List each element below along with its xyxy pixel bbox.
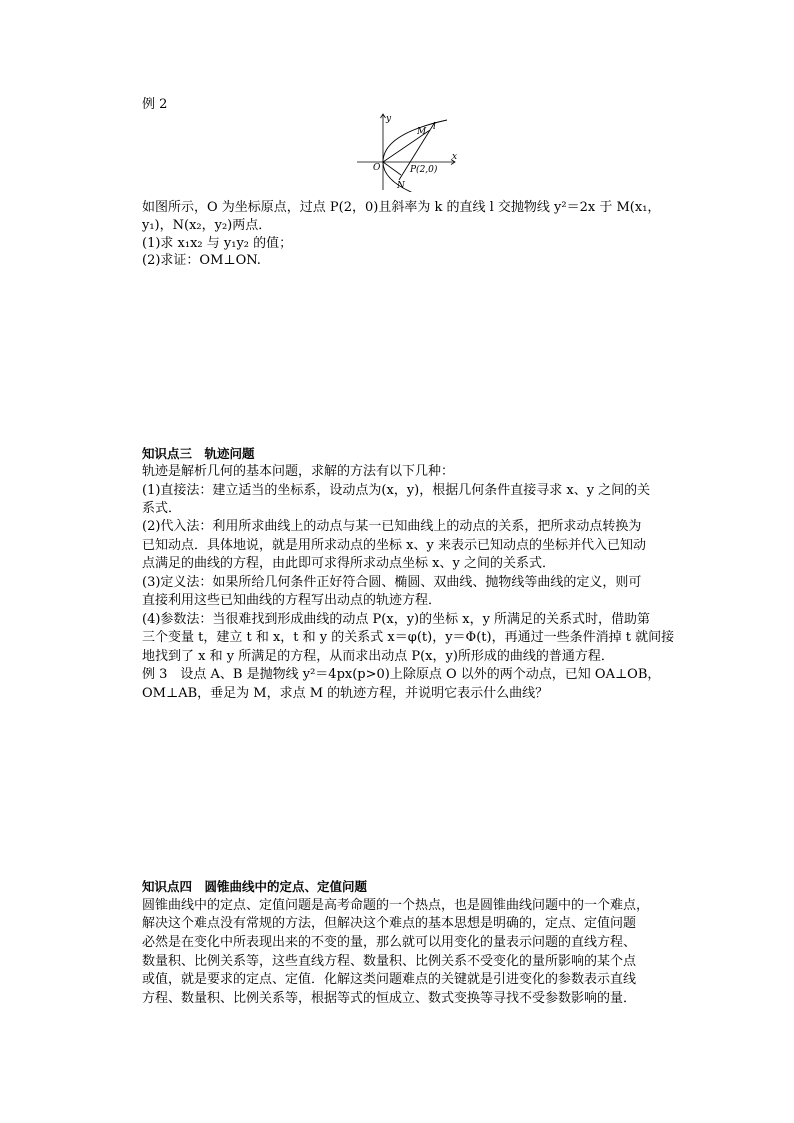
parabola-diagram (355, 112, 465, 192)
section3-line: (3)定义法：如果所给几何条件正好符合圆、椭圆、双曲线、抛物线等曲线的定义，则可 (142, 575, 642, 590)
section3-heading: 知识点三 轨迹问题 (142, 446, 255, 461)
section3-line: 地找到了 x 和 y 所满足的方程，从而求出动点 P(x，y)所形成的曲线的普通方程． (142, 649, 614, 664)
example2-question-2: (2)求证：OM⊥ON. (142, 253, 261, 268)
section4-heading: 知识点四 圆锥曲线中的定点、定值问题 (142, 879, 368, 894)
example2-text-line-1: 如图所示，O 为坐标原点，过点 P(2，0)且斜率为 k 的直线 l 交抛物线 y²＝2x 于 M(x₁， (142, 200, 661, 215)
example3-text-line-1: 例 3 设点 A、B 是抛物线 y²＝4px(p>0)上除原点 O 以外的两个动点，已知 OA⊥OB， (142, 667, 661, 682)
section3-line: (1)直接法：建立适当的坐标系，设动点为(x，y)，根据几何条件直接寻求 x、y 之间的关 (142, 483, 651, 498)
figure-label-M: M (417, 127, 427, 137)
figure-label-N: N (397, 181, 405, 191)
parabola-curve (383, 120, 447, 192)
figure-label-l: l (433, 122, 436, 132)
section3-line: 已知动点．具体地说，就是用所求动点的坐标 x、y 来表示已知动点的坐标并代入已知动 (142, 538, 646, 553)
section3-line: 直接利用这些已知曲线的方程写出动点的轨迹方程． (142, 593, 442, 608)
example2-title: 例 2 (142, 97, 168, 112)
example2-text-line-2: y₁)，N(x₂，y₂)两点． (142, 218, 272, 233)
parabola-figure (355, 112, 465, 192)
example2-question-1: (1)求 x₁x₂ 与 y₁y₂ 的值； (142, 236, 293, 251)
section3-line: 轨迹是解析几何的基本问题，求解的方法有以下几种： (142, 464, 455, 479)
figure-label-P: P(2,0) (410, 165, 438, 175)
section3-line: 系式． (142, 501, 182, 516)
section4-line: 方程、数量积、比例关系等，根据等式的恒成立、数式变换等寻找不受参数影响的量． (142, 991, 637, 1006)
figure-label-x: x (452, 152, 458, 162)
section3-line: (4)参数法：当很难找到形成曲线的动点 P(x，y)的坐标 x，y 所满足的关系式时，借助第 (142, 612, 651, 627)
section4-line: 解决这个难点没有常规的方法，但解决这个难点的基本思想是明确的，定点、定值问题 (142, 916, 637, 931)
section3-line: 三个变量 t，建立 t 和 x，t 和 y 的关系式 x＝φ(t)，y＝Φ(t)，再通过一些条件消掉 t 就间接 (142, 630, 675, 645)
section4-line: 数量积、比例关系等，这些直线方程、数量积、比例关系不受变化的量所影响的某个点 (142, 954, 637, 969)
figure-label-O: O (373, 163, 381, 173)
section3-line: 点满足的曲线的方程，由此即可求得所求动点坐标 x、y 之间的关系式． (142, 556, 555, 571)
example3-text-line-2: OM⊥AB，垂足为 M，求点 M 的轨迹方程，并说明它表示什么曲线？ (142, 686, 549, 701)
section4-line: 圆锥曲线中的定点、定值问题是高考命题的一个热点，也是圆锥曲线问题中的一个难点， (142, 898, 650, 913)
section4-line: 或值，就是要求的定点、定值．化解这类问题难点的关键就是引进变化的参数表示直线 (142, 972, 637, 987)
figure-label-y: y (386, 114, 392, 124)
section3-line: (2)代入法：利用所求曲线上的动点与某一已知曲线上的动点的关系，把所求动点转换为 (142, 519, 642, 534)
section4-line: 必然是在变化中所表现出来的不变的量，那么就可以用变化的量表示问题的直线方程、 (142, 935, 637, 950)
